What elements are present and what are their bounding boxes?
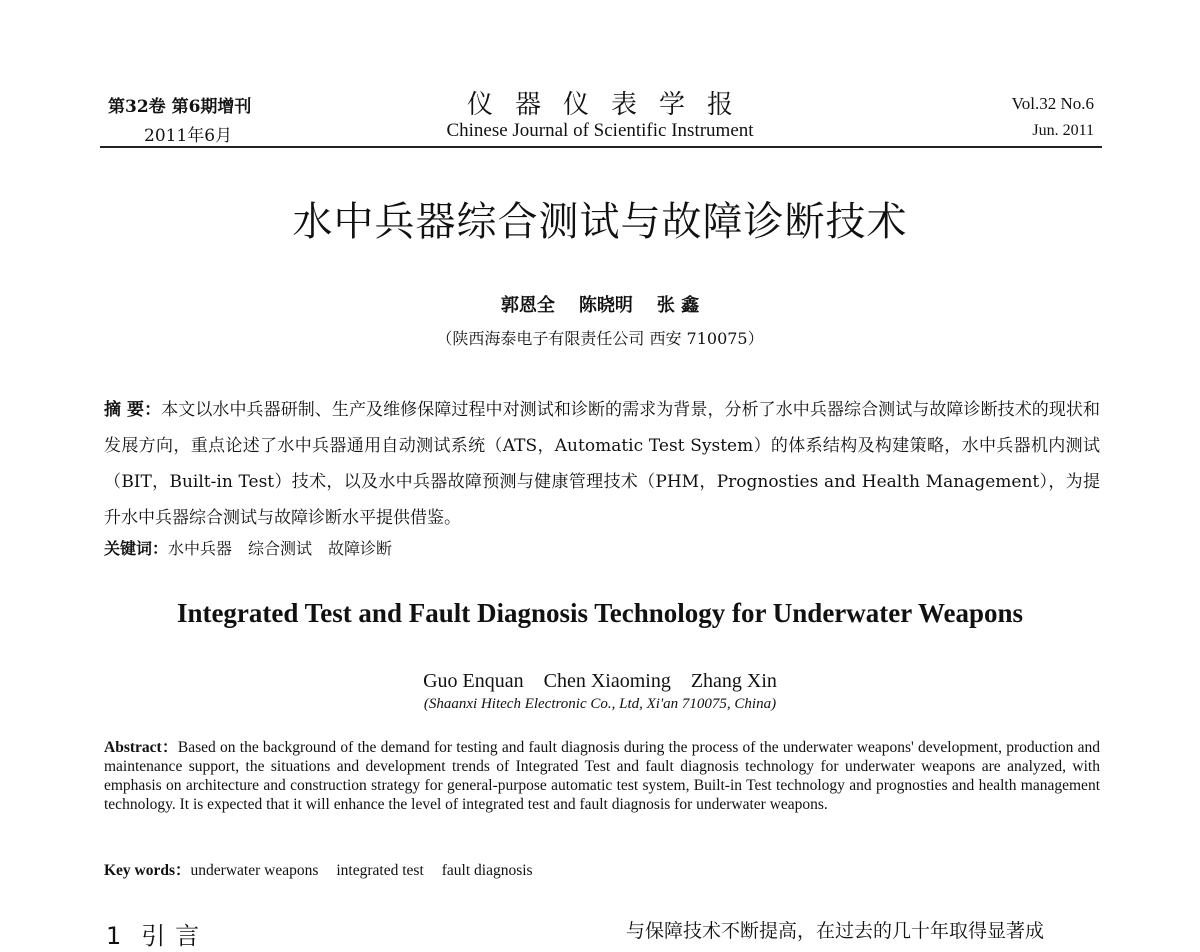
affiliation-en: (Shaanxi Hitech Electronic Co., Ltd, Xi'an 710075, China) <box>423 696 777 712</box>
authors-en <box>0 670 1200 693</box>
abstract-cn <box>104 392 1100 536</box>
keyword-en: underwater weapons <box>190 862 319 879</box>
section-title-part: 言 <box>175 922 200 950</box>
author-en: Chen Xiaoming <box>543 670 671 692</box>
date-en: Jun. 2011 <box>1032 122 1094 139</box>
keywords-cn-label: 关键词： <box>104 539 169 558</box>
author-cn: 郭恩全 <box>500 295 555 316</box>
keywords-cn <box>104 536 408 559</box>
abstract-en-text: Based on the background of the demand for testing and fault diagnosis during the process of the underwater weapons' development, production and maintenance support, the situations and development trends of Integrated Test and fault diagnosis technology for underwater weapons are analyzed, with emphasis on architecture and construction strategy for general-purpose automatic test system, Built-in Test technology and prognosties and health management technology. It is expected that it will enhance the level of integrated test and fault diagnosis for underwater weapons. <box>104 739 1100 813</box>
section-number: 1 <box>106 922 122 950</box>
keyword-cn: 故障诊断 <box>328 539 393 558</box>
author-en: Guo Enquan <box>423 670 524 692</box>
author-en: Zhang Xin <box>690 670 777 692</box>
volume-issue-cn: 第32卷 第6期增刊 <box>108 97 252 117</box>
paper-title-en: Integrated Test and Fault Diagnosis Technology for Underwater Weapons <box>176 598 1024 628</box>
paper-title-cn: 水中兵器综合测试与故障诊断技术 <box>292 199 908 245</box>
abstract-cn-label: 摘 要： <box>104 400 162 420</box>
section-heading <box>106 916 199 951</box>
author-cn: 陈晓明 <box>578 295 633 316</box>
keyword-en: fault diagnosis <box>441 862 533 879</box>
keywords-en-label: Key words： <box>104 862 191 879</box>
body-text-right-column: 与保障技术不断提高，在过去的几十年取得显著成 <box>626 920 1045 942</box>
date-cn: 2011年6月 <box>144 126 233 146</box>
keywords-en <box>104 858 551 880</box>
volume-issue-en: Vol.32 No.6 <box>1011 94 1094 113</box>
keyword-en: integrated test <box>336 862 424 879</box>
abstract-en <box>104 738 1100 814</box>
author-cn: 张 鑫 <box>656 295 700 316</box>
header-rule <box>100 146 1102 148</box>
keyword-cn: 水中兵器 <box>168 539 233 558</box>
journal-name-en: Chinese Journal of Scientific Instrument <box>446 120 754 141</box>
section-title-part: 引 <box>141 922 166 950</box>
abstract-en-label: Abstract： <box>104 739 178 756</box>
abstract-cn-text: 本文以水中兵器研制、生产及维修保障过程中对测试和诊断的需求为背景，分析了水中兵器综合测试与故障诊断技术的现状和发展方向，重点论述了水中兵器通用自动测试系统（ATS，Automatic Test System）的体系结构及构建策略，水中兵器机内测试（BIT，Built-in Test）技术，以及水中兵器故障预测与健康管理技术（PHM，Prognosties and Health Management），为提升水中兵器综合测试与故障诊断水平提供借鉴。 <box>104 400 1100 528</box>
affiliation-cn: （陕西海泰电子有限责任公司 西安 710075） <box>436 329 764 348</box>
keyword-cn: 综合测试 <box>248 539 313 558</box>
journal-name-cn: 仪器仪表学报 <box>466 90 755 120</box>
authors-cn <box>0 291 1200 317</box>
